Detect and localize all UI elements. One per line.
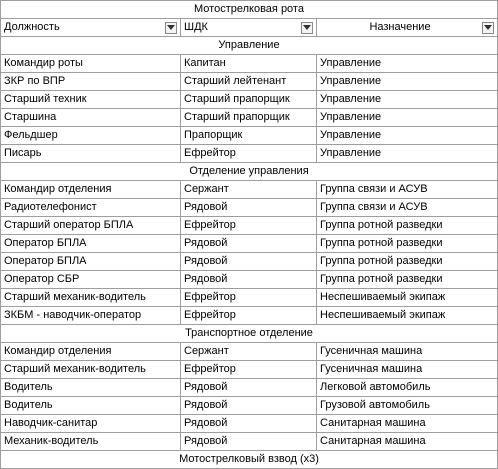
position-cell[interactable]: Механик-водитель [1, 433, 181, 451]
table-row [1, 55, 498, 73]
table-row [1, 307, 498, 325]
filter-dropdown-button-assignment[interactable] [482, 22, 494, 34]
title-row [1, 1, 498, 19]
assignment-cell[interactable]: Управление [317, 55, 498, 73]
rank-cell[interactable]: Старший прапорщик [181, 109, 317, 127]
assignment-cell[interactable]: Гусеничная машина [317, 361, 498, 379]
position-cell[interactable]: Старший оператор БПЛА [1, 217, 181, 235]
rank-cell[interactable]: Ефрейтор [181, 361, 317, 379]
header-label-assignment: Назначение [369, 21, 431, 33]
section-title-cell[interactable]: Транспортное отделение [1, 325, 498, 343]
position-cell[interactable]: ЗКБМ - наводчик-оператор [1, 307, 181, 325]
assignment-cell[interactable]: Группа ротной разведки [317, 253, 498, 271]
assignment-cell[interactable]: Группа связи и АСУВ [317, 199, 498, 217]
assignment-cell[interactable]: Управление [317, 145, 498, 163]
rank-cell[interactable]: Рядовой [181, 415, 317, 433]
assignment-cell[interactable]: Неспешиваемый экипаж [317, 307, 498, 325]
section-row [1, 325, 498, 343]
assignment-cell[interactable]: Управление [317, 91, 498, 109]
position-cell[interactable]: Водитель [1, 397, 181, 415]
position-cell[interactable]: Командир отделения [1, 343, 181, 361]
position-cell[interactable]: Старший механик-водитель [1, 289, 181, 307]
position-cell[interactable]: Оператор БПЛА [1, 235, 181, 253]
table-row [1, 217, 498, 235]
position-cell[interactable]: Водитель [1, 379, 181, 397]
assignment-cell[interactable]: Управление [317, 127, 498, 145]
table-row [1, 415, 498, 433]
section-row [1, 451, 498, 469]
spreadsheet-body [1, 1, 498, 469]
section-title-cell[interactable]: Управление [1, 37, 498, 55]
assignment-cell[interactable]: Грузовой автомобиль [317, 397, 498, 415]
header-cell-assignment[interactable] [317, 19, 498, 37]
rank-cell[interactable]: Сержант [181, 343, 317, 361]
table-row [1, 181, 498, 199]
assignment-cell[interactable]: Управление [317, 73, 498, 91]
assignment-cell[interactable]: Управление [317, 109, 498, 127]
position-cell[interactable]: Старшина [1, 109, 181, 127]
sheet-title[interactable]: Мотострелковая рота [1, 1, 498, 19]
assignment-cell[interactable]: Группа ротной разведки [317, 235, 498, 253]
assignment-cell[interactable]: Санитарная машина [317, 433, 498, 451]
table-row [1, 235, 498, 253]
table-row [1, 91, 498, 109]
section-row [1, 163, 498, 181]
rank-cell[interactable]: Капитан [181, 55, 317, 73]
table-row [1, 361, 498, 379]
position-cell[interactable]: Наводчик-санитар [1, 415, 181, 433]
table-row [1, 433, 498, 451]
section-title-cell[interactable]: Мотострелковый взвод (x3) [1, 451, 498, 469]
table-row [1, 109, 498, 127]
filter-dropdown-button-rank[interactable] [301, 22, 313, 34]
assignment-cell[interactable]: Неспешиваемый экипаж [317, 289, 498, 307]
table-row [1, 145, 498, 163]
header-cell-rank[interactable] [181, 19, 317, 37]
dropdown-arrow-icon [484, 25, 492, 31]
rank-cell[interactable]: Ефрейтор [181, 145, 317, 163]
header-label-rank: ШДК [184, 21, 208, 33]
table-row [1, 397, 498, 415]
rank-cell[interactable]: Прапорщик [181, 127, 317, 145]
assignment-cell[interactable]: Группа ротной разведки [317, 271, 498, 289]
position-cell[interactable]: Командир роты [1, 55, 181, 73]
rank-cell[interactable]: Рядовой [181, 379, 317, 397]
table-row [1, 289, 498, 307]
dropdown-arrow-icon [303, 25, 311, 31]
position-cell[interactable]: Писарь [1, 145, 181, 163]
position-cell[interactable]: Радиотелефонист [1, 199, 181, 217]
header-row [1, 19, 498, 37]
filter-dropdown-button-position[interactable] [165, 22, 177, 34]
position-cell[interactable]: Старший механик-водитель [1, 361, 181, 379]
table-row [1, 73, 498, 91]
section-row [1, 37, 498, 55]
rank-cell[interactable]: Рядовой [181, 235, 317, 253]
assignment-cell[interactable]: Легковой автомобиль [317, 379, 498, 397]
rank-cell[interactable]: Ефрейтор [181, 307, 317, 325]
position-cell[interactable]: Фельдшер [1, 127, 181, 145]
position-cell[interactable]: Оператор СБР [1, 271, 181, 289]
rank-cell[interactable]: Ефрейтор [181, 217, 317, 235]
section-title-cell[interactable]: Отделение управления [1, 163, 498, 181]
dropdown-arrow-icon [167, 25, 175, 31]
table-row [1, 127, 498, 145]
position-cell[interactable]: Оператор БПЛА [1, 253, 181, 271]
position-cell[interactable]: ЗКР по ВПР [1, 73, 181, 91]
header-label-position: Должность [4, 21, 60, 33]
table-row [1, 271, 498, 289]
assignment-cell[interactable]: Санитарная машина [317, 415, 498, 433]
assignment-cell[interactable]: Группа связи и АСУВ [317, 181, 498, 199]
rank-cell[interactable]: Рядовой [181, 271, 317, 289]
rank-cell[interactable]: Рядовой [181, 199, 317, 217]
rank-cell[interactable]: Старший прапорщик [181, 91, 317, 109]
position-cell[interactable]: Старший техник [1, 91, 181, 109]
table-row [1, 343, 498, 361]
table-row [1, 379, 498, 397]
table-row [1, 199, 498, 217]
rank-cell[interactable]: Рядовой [181, 397, 317, 415]
rank-cell[interactable]: Ефрейтор [181, 289, 317, 307]
rank-cell[interactable]: Старший лейтенант [181, 73, 317, 91]
assignment-cell[interactable]: Группа ротной разведки [317, 217, 498, 235]
assignment-cell[interactable]: Гусеничная машина [317, 343, 498, 361]
table-row [1, 253, 498, 271]
rank-cell[interactable]: Сержант [181, 181, 317, 199]
position-cell[interactable]: Командир отделения [1, 181, 181, 199]
rank-cell[interactable]: Рядовой [181, 253, 317, 271]
header-cell-position[interactable] [1, 19, 181, 37]
rank-cell[interactable]: Рядовой [181, 433, 317, 451]
